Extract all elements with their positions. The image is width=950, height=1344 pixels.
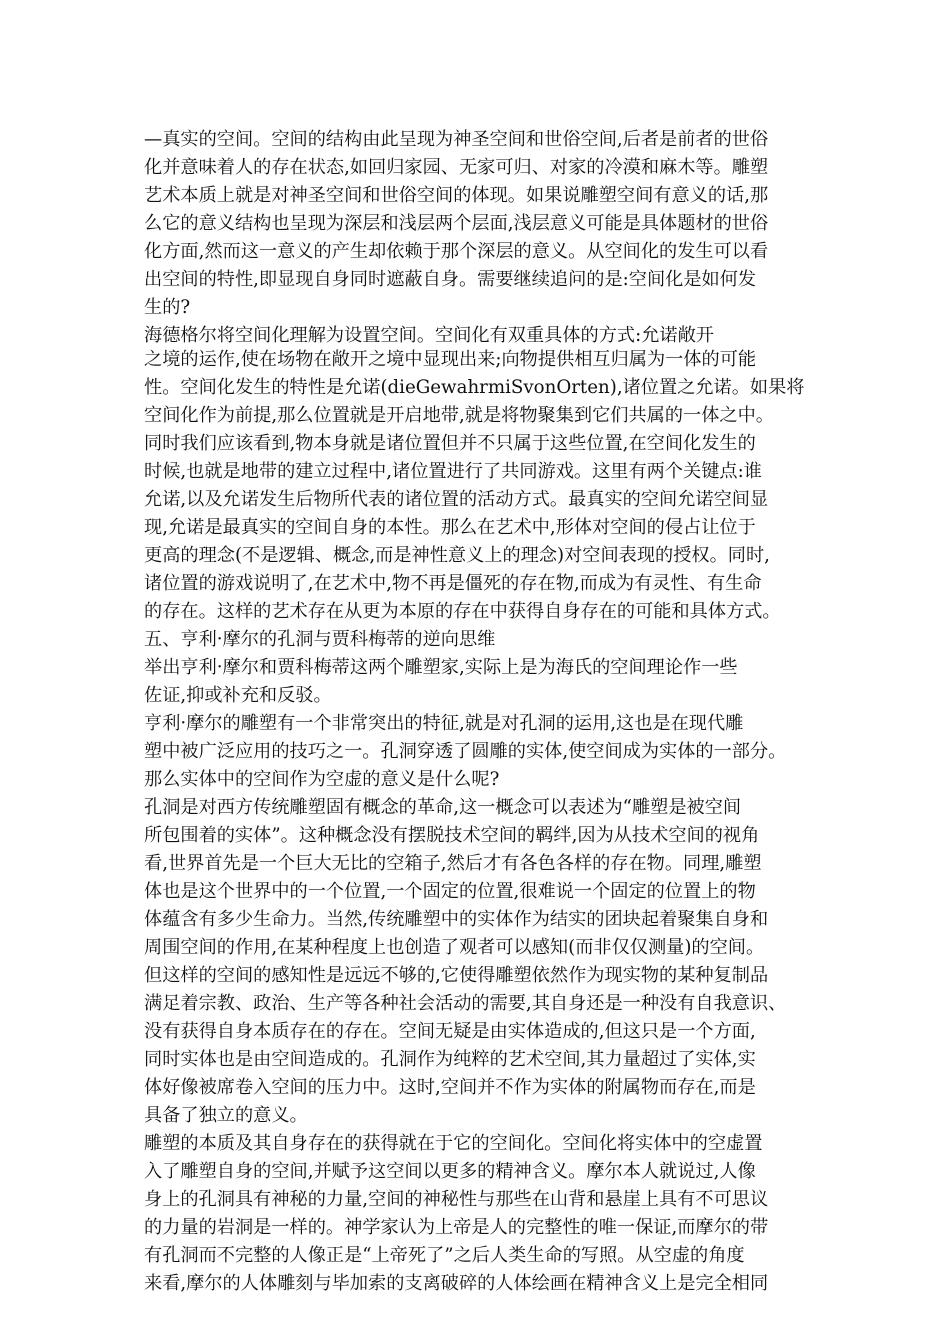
text-line: 雕塑的本质及其自身存在的获得就在于它的空间化。空间化将实体中的空虚置 <box>144 1133 763 1154</box>
text-line: 化并意味着人的存在状态,如回归家园、无家可归、对家的冷漠和麻木等。雕塑 <box>144 157 769 178</box>
text-line: 么它的意义结构也呈现为深层和浅层两个层面,浅层意义可能是具体题材的世俗 <box>144 213 769 234</box>
text-line: 来看,摩尔的人体雕刻与毕加索的支离破碎的人体绘画在精神含义上是完全相同 <box>144 1273 769 1294</box>
text-line: 身上的孔洞具有神秘的力量,空间的神秘性与那些在山背和悬崖上具有不可思议 <box>144 1189 769 1210</box>
text-line: 的力量的岩洞是一样的。神学家认为上帝是人的完整性的唯一保证,而摩尔的带 <box>144 1217 769 1238</box>
text-line: 塑中被广泛应用的技巧之一。孔洞穿透了圆雕的实体,使空间成为实体的一部分。 <box>144 741 787 762</box>
text-line: 那么实体中的空间作为空虚的意义是什么呢? <box>144 769 500 790</box>
text-line: 体蕴含有多少生命力。当然,传统雕塑中的实体作为结实的团块起着聚集自身和 <box>144 909 769 930</box>
text-line: 诸位置的游戏说明了,在艺术中,物不再是僵死的存在物,而成为有灵性、有生命 <box>144 573 762 594</box>
text-line: 孔洞是对西方传统雕塑固有概念的革命,这一概念可以表述为“雕塑是被空间 <box>144 797 742 818</box>
text-line: 具备了独立的意义。 <box>144 1105 308 1126</box>
text-line: 举出亨利·摩尔和贾科梅蒂这两个雕塑家,实际上是为海氏的空间理论作一些 <box>144 657 738 678</box>
text-line: 时候,也就是地带的建立过程中,诸位置进行了共同游戏。这里有两个关键点:谁 <box>144 461 762 482</box>
text-block-lower <box>144 346 824 1298</box>
text-line: 但这样的空间的感知性是远远不够的,它使得雕塑依然作为现实物的某种复制品 <box>144 965 769 986</box>
text-line: 之境的运作,使在场物在敞开之境中显现出来;向物提供相互归属为一体的可能 <box>144 349 757 370</box>
text-line: 体好像被席卷入空间的压力中。这时,空间并不作为实体的附属物而存在,而是 <box>144 1077 756 1098</box>
text-line: 海德格尔将空间化理解为设置空间。空间化有双重具体的方式:允诺敞开 <box>144 325 714 346</box>
text-line: 的存在。这样的艺术存在从更为本原的存在中获得自身存在的可能和具体方式。 <box>144 601 781 622</box>
text-line: 化方面,然而这一意义的产生却依赖于那个深层的意义。从空间化的发生可以看 <box>144 241 769 262</box>
text-block-upper <box>144 126 824 350</box>
text-line: 出空间的特性,即显现自身同时遮蔽自身。需要继续追问的是:空间化是如何发 <box>144 269 757 290</box>
text-line: 没有获得自身本质存在的存在。空间无疑是由实体造成的,但这只是一个方面, <box>144 1021 756 1042</box>
text-line: 同时我们应该看到,物本身就是诸位置但并不只属于这些位置,在空间化发生的 <box>144 433 756 454</box>
text-line: 更高的理念(不是逻辑、概念,而是神性意义上的理念)对空间表现的授权。同时, <box>144 545 770 566</box>
text-line: 体也是这个世界中的一个位置,一个固定的位置,很难说一个固定的位置上的物 <box>144 881 756 902</box>
text-line: —真实的空间。空间的结构由此呈现为神圣空间和世俗空间,后者是前者的世俗 <box>144 129 769 150</box>
text-line: 佐证,抑或补充和反驳。 <box>144 685 332 706</box>
text-line: 所包围着的实体”。这种概念没有摆脱技术空间的羁绊,因为从技术空间的视角 <box>144 825 760 846</box>
text-line: 满足着宗教、政治、生产等各种社会活动的需要,其自身还是一种没有自我意识、 <box>144 993 787 1014</box>
text-line: 性。空间化发生的特性是允诺(dieGewahrmiSvonOrten),诸位置之允诺。如果将 <box>144 377 805 398</box>
text-line: 现,允诺是最真实的空间自身的本性。那么在艺术中,形体对空间的侵占让位于 <box>144 517 756 538</box>
text-line: 亨利·摩尔的雕塑有一个非常突出的特征,就是对孔洞的运用,这也是在现代雕 <box>144 713 744 734</box>
text-line: 看,世界首先是一个巨大无比的空箱子,然后才有各色各样的存在物。同理,雕塑 <box>144 853 762 874</box>
text-line: 空间化作为前提,那么位置就是开启地带,就是将物聚集到它们共属的一体之中。 <box>144 405 774 426</box>
text-line: 同时实体也是由空间造成的。孔洞作为纯粹的艺术空间,其力量超过了实体,实 <box>144 1049 756 1070</box>
text-line: 有孔洞而不完整的人像正是“上帝死了”之后人类生命的写照。从空虚的角度 <box>144 1245 745 1266</box>
text-line: 生的? <box>144 297 191 318</box>
text-line: 五、亨利·摩尔的孔洞与贾科梅蒂的逆向思维 <box>144 629 496 650</box>
text-line: 入了雕塑自身的空间,并赋予这空间以更多的精神含义。摩尔本人就说过,人像 <box>144 1161 756 1182</box>
text-line: 允诺,以及允诺发生后物所代表的诸位置的活动方式。最真实的空间允诺空间显 <box>144 489 769 510</box>
text-line: 艺术本质上就是对神圣空间和世俗空间的体现。如果说雕塑空间有意义的话,那 <box>144 185 769 206</box>
text-line: 周围空间的作用,在某种程度上也创造了观者可以感知(而非仅仅测量)的空间。 <box>144 937 765 958</box>
